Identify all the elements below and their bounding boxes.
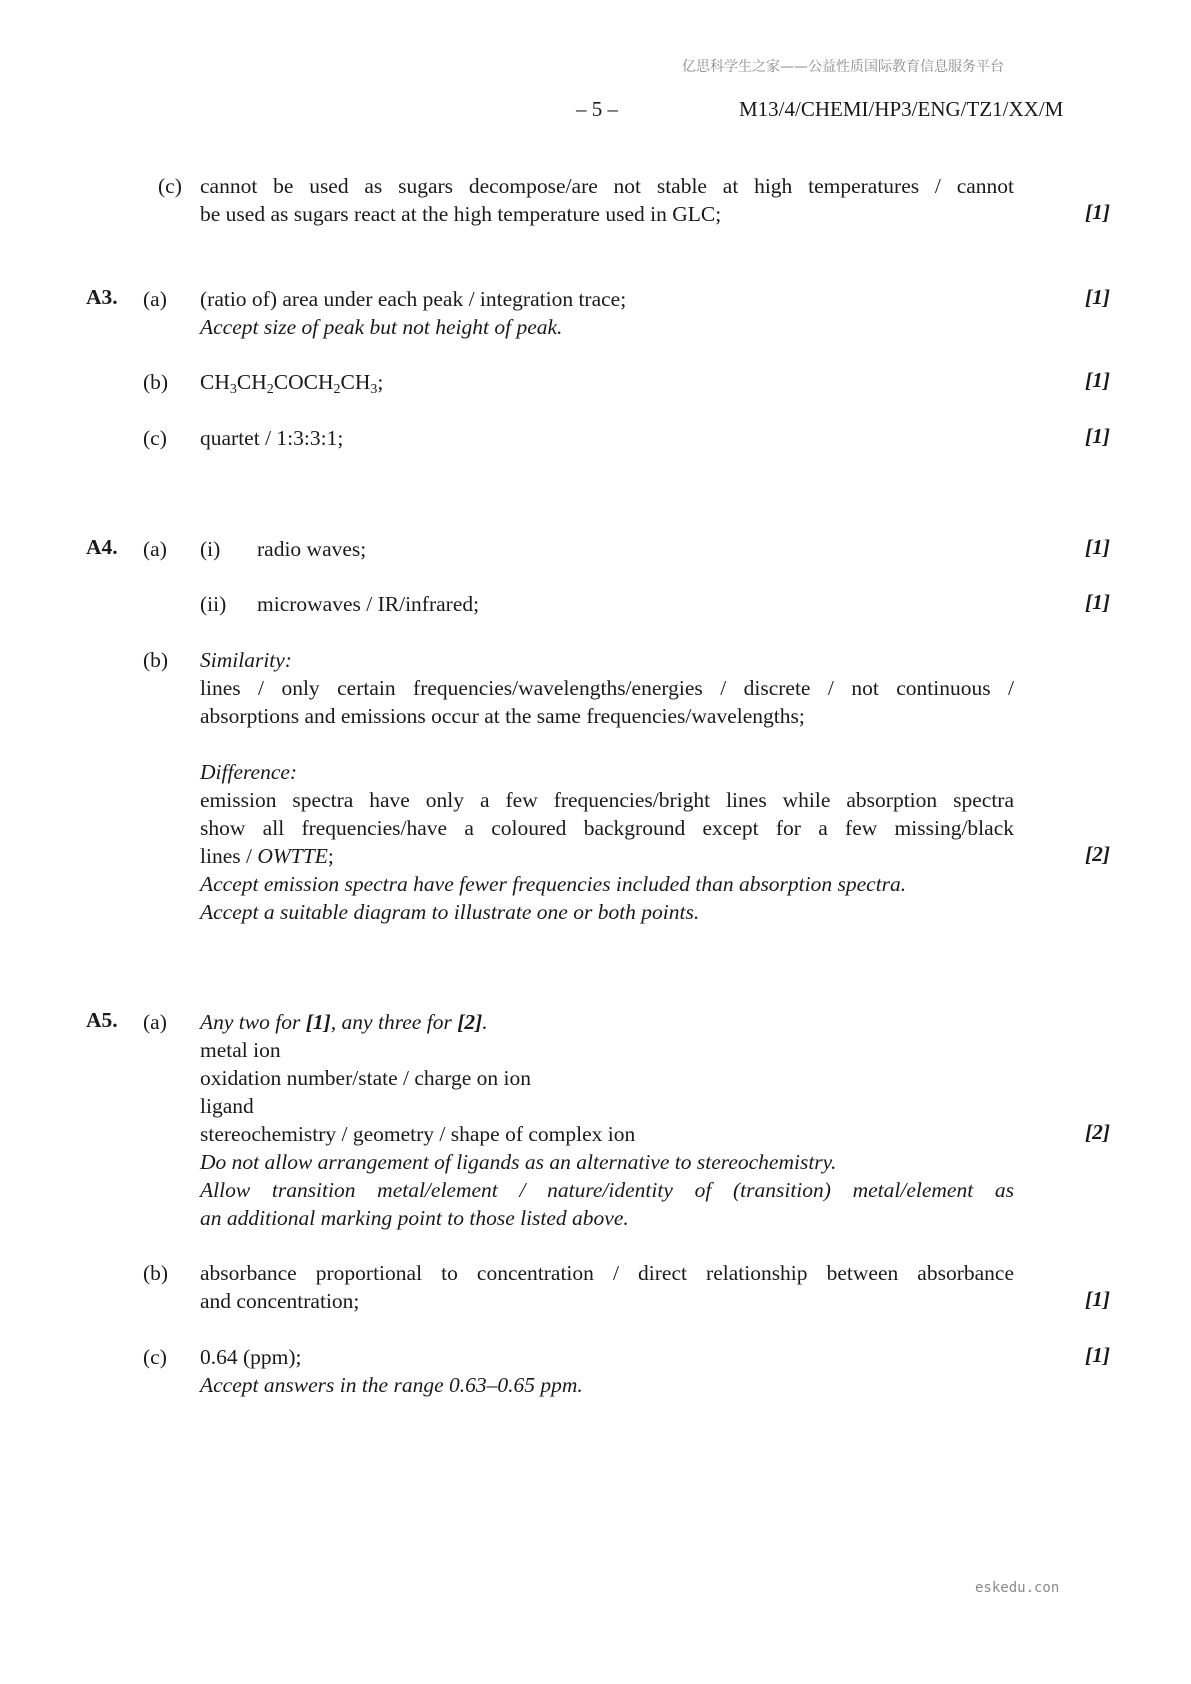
a3b-part-label: (b) bbox=[143, 370, 169, 394]
a4a-ii-answer: microwaves / IR/infrared; bbox=[257, 592, 480, 616]
a4b-difference-line-3: lines / OWTTE; bbox=[200, 844, 334, 868]
a5b-line-1: absorbance proportional to concentration / direct relationship between absorbance bbox=[200, 1261, 1014, 1285]
a4b-note-1: Accept emission spectra have fewer frequencies included than absorption spectra. bbox=[200, 872, 907, 896]
a5a-item: ligand bbox=[200, 1094, 254, 1118]
a2c-line-2: be used as sugars react at the high temperature used in GLC; bbox=[200, 202, 722, 226]
footer-watermark: eskedu.con bbox=[975, 1580, 1060, 1596]
a4a-ii-label: (ii) bbox=[200, 592, 227, 616]
a5c-mark: [1] bbox=[1085, 1343, 1111, 1367]
a5a-item: metal ion bbox=[200, 1038, 281, 1062]
a5a-part-label: (a) bbox=[143, 1010, 167, 1034]
a5c-part-label: (c) bbox=[143, 1345, 167, 1369]
a5b-line-2: and concentration; bbox=[200, 1289, 360, 1313]
a4b-part-label: (b) bbox=[143, 648, 169, 672]
a3a-note: Accept size of peak but not height of peak. bbox=[200, 315, 563, 339]
a3c-answer: quartet / 1:3:3:1; bbox=[200, 426, 344, 450]
a3a-answer: (ratio of) area under each peak / integration trace; bbox=[200, 287, 627, 311]
a4a-part-label: (a) bbox=[143, 537, 167, 561]
a4b-note-2: Accept a suitable diagram to illustrate one or both points. bbox=[200, 900, 700, 924]
a2c-part-label: (c) bbox=[158, 174, 182, 198]
a5a-item: stereochemistry / geometry / shape of complex ion bbox=[200, 1122, 636, 1146]
a3b-formula: $CH_3CH_2COCH_2CH_3$; bbox=[200, 370, 384, 397]
page-number: – 5 – bbox=[576, 97, 618, 121]
a3c-part-label: (c) bbox=[143, 426, 167, 450]
a5a-intro: Any two for [1], any three for [2]. bbox=[200, 1010, 488, 1034]
a4b-difference-line-2: show all frequencies/have a coloured background except for a few missing/black bbox=[200, 816, 1014, 840]
a3c-mark: [1] bbox=[1085, 424, 1111, 448]
a5b-mark: [1] bbox=[1085, 1287, 1111, 1311]
a5a-mark: [2] bbox=[1085, 1120, 1111, 1144]
question-a4-label: A4. bbox=[86, 535, 118, 559]
document-code: M13/4/CHEMI/HP3/ENG/TZ1/XX/M bbox=[739, 97, 1064, 121]
a4a-i-answer: radio waves; bbox=[257, 537, 367, 561]
a4a-ii-mark: [1] bbox=[1085, 590, 1111, 614]
a4b-mark: [2] bbox=[1085, 842, 1111, 866]
a2c-mark: [1] bbox=[1085, 200, 1111, 224]
a5a-item: oxidation number/state / charge on ion bbox=[200, 1066, 531, 1090]
a4a-i-mark: [1] bbox=[1085, 535, 1111, 559]
a2c-line-1: cannot be used as sugars decompose/are not stable at high temperatures / cannot bbox=[200, 174, 1014, 198]
watermark-text: 亿思科学生之家——公益性质国际教育信息服务平台 bbox=[682, 59, 1004, 75]
a5c-answer: 0.64 (ppm); bbox=[200, 1345, 302, 1369]
a5c-note: Accept answers in the range 0.63–0.65 ppm. bbox=[200, 1373, 583, 1397]
question-a5-label: A5. bbox=[86, 1008, 118, 1032]
a3a-part-label: (a) bbox=[143, 287, 167, 311]
a5a-note-1: Do not allow arrangement of ligands as an alternative to stereochemistry. bbox=[200, 1150, 837, 1174]
a4b-difference-heading: Difference: bbox=[200, 760, 298, 784]
a5a-note-2-line-2: an additional marking point to those listed above. bbox=[200, 1206, 629, 1230]
a5a-note-2-line-1: Allow transition metal/element / nature/identity of (transition) metal/element as bbox=[200, 1178, 1014, 1202]
a5b-part-label: (b) bbox=[143, 1261, 169, 1285]
a3a-mark: [1] bbox=[1085, 285, 1111, 309]
question-a3-label: A3. bbox=[86, 285, 118, 309]
a4b-similarity-line-2: absorptions and emissions occur at the same frequencies/wavelengths; bbox=[200, 704, 805, 728]
a4b-similarity-heading: Similarity: bbox=[200, 648, 292, 672]
a4a-i-label: (i) bbox=[200, 537, 221, 561]
a3b-mark: [1] bbox=[1085, 368, 1111, 392]
a4b-similarity-line-1: lines / only certain frequencies/wavelengths/energies / discrete / not continuous / bbox=[200, 676, 1014, 700]
a4b-difference-line-1: emission spectra have only a few frequencies/bright lines while absorption spectra bbox=[200, 788, 1014, 812]
